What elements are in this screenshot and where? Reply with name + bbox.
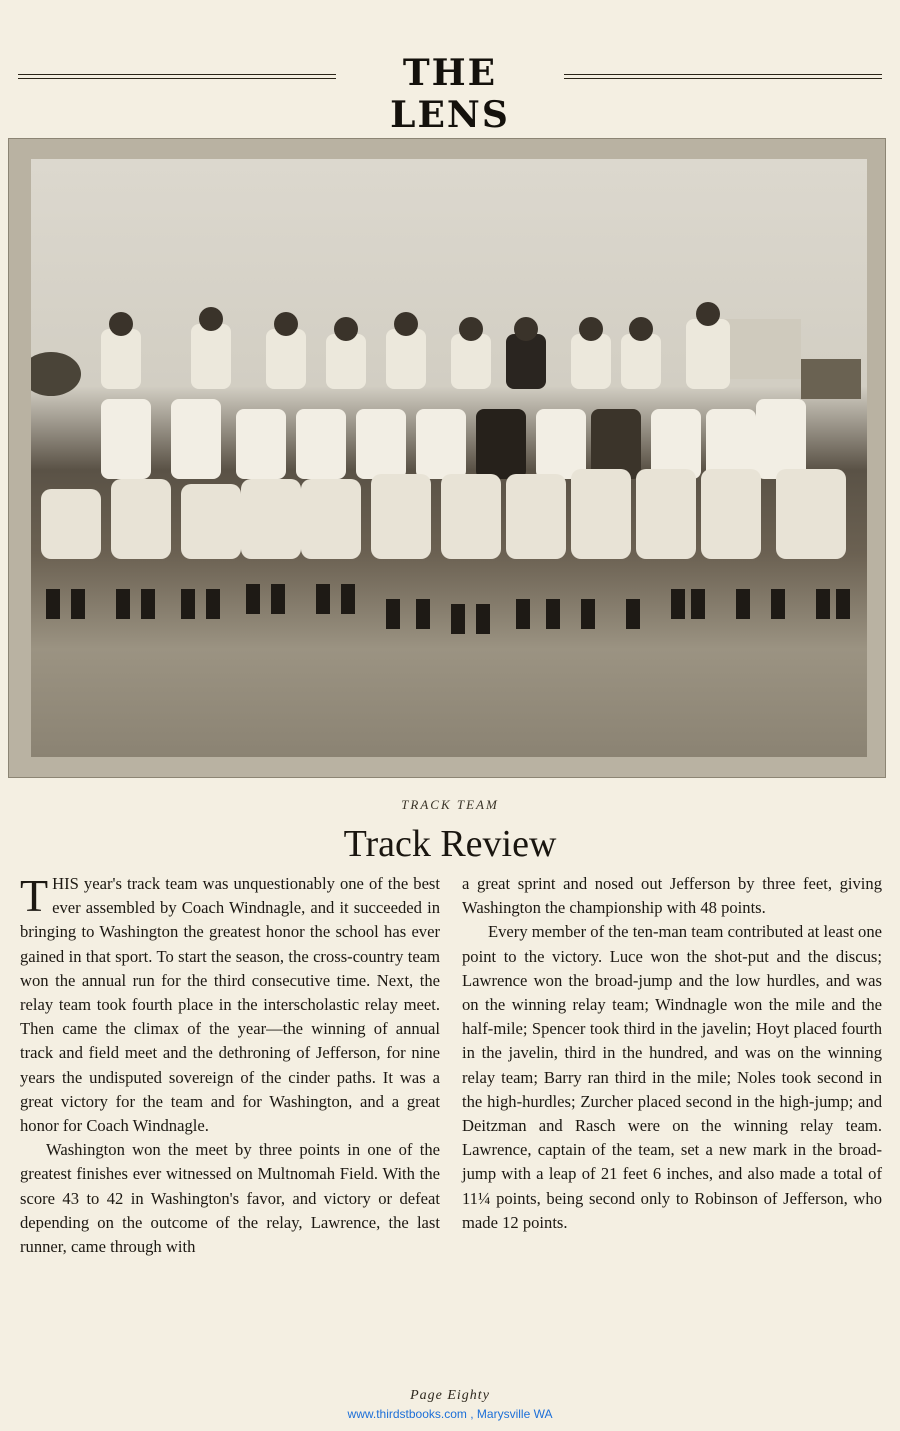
front-row-shoes <box>46 584 850 634</box>
masthead-rule-left <box>18 74 336 79</box>
front-row-figures <box>41 469 846 559</box>
photo-caption: TRACK TEAM <box>401 797 499 812</box>
team-photo <box>31 159 867 757</box>
article-paragraph: Washington won the meet by three points in one of the greatest finishes ever witnessed on Multnomah Field. With the score 43 to 42 in Washington's favor, and victory or defeat depending on the outcome of the relay, Lawrence, the last runner, came through with <box>20 1140 440 1257</box>
building-shape <box>721 319 801 379</box>
masthead-rule-right <box>564 74 882 79</box>
dark-jersey-figure-2 <box>476 409 526 479</box>
team-photo-illustration <box>31 159 867 757</box>
middle-row-figures <box>101 399 806 479</box>
team-photo-frame <box>8 138 886 778</box>
house-shape <box>801 359 861 399</box>
article-column-right <box>462 872 882 1235</box>
page-number: Page Eighty <box>410 1388 490 1403</box>
article-column-left <box>20 872 440 1259</box>
article-paragraph: Every member of the ten-man team contributed at least one point to the victory. Luce won the shot-put and the discus; Lawrence won the broad-jump and the low hurdles, and was on the winning relay team; Windnagle won the mile and the half-mile; Spencer took third in the javelin; Hoyt placed fourth in the javelin, third in the hundred, and was on the winning relay team; Barry ran third in the mile; Noles took second in the high-hurdles; Zurcher placed second in the high-jump; and Deitzman and Rasch were on the winning relay team. Lawrence, captain of the team, set a new mark in the broad-jump with a leap of 21 feet 6 inches, and also made a total of 11¼ points, being second only to Robinson of Jefferson, who made 12 points. <box>462 922 882 1232</box>
credit-link[interactable]: www.thirdstbooks.com , Marysville WA <box>347 1407 553 1421</box>
masthead-bar <box>18 52 882 136</box>
article-paragraph <box>20 872 440 1138</box>
article-title: Track Review <box>343 823 557 865</box>
dark-sweater-figure <box>591 409 641 479</box>
paragraph-text: HIS year's track team was unquestionably one of the best ever assembled by Coach Windnagle, and it succeeded in bringing to Washington the greatest honor the school has ever gained in that sport. To start the season, the cross-country team won the annual run for the third consecutive time. Next, the relay team took fourth place in the interscholastic relay meet. Then came the climax of the year—the winning of annual track and field meet and the dethroning of Jefferson, for nine years the undisputed sovereign of the cinder paths. It was a great victory for the team and for Washington, and a great honor for Coach Windnagle. <box>20 874 440 1136</box>
article-paragraph: a great sprint and nosed out Jefferson by three feet, giving Washington the championship with 48 points. <box>462 874 882 918</box>
masthead-title: THE LENS <box>390 52 510 136</box>
dark-jersey-figure <box>506 334 546 389</box>
drop-cap: T <box>20 870 49 921</box>
tree-shape <box>31 352 81 396</box>
